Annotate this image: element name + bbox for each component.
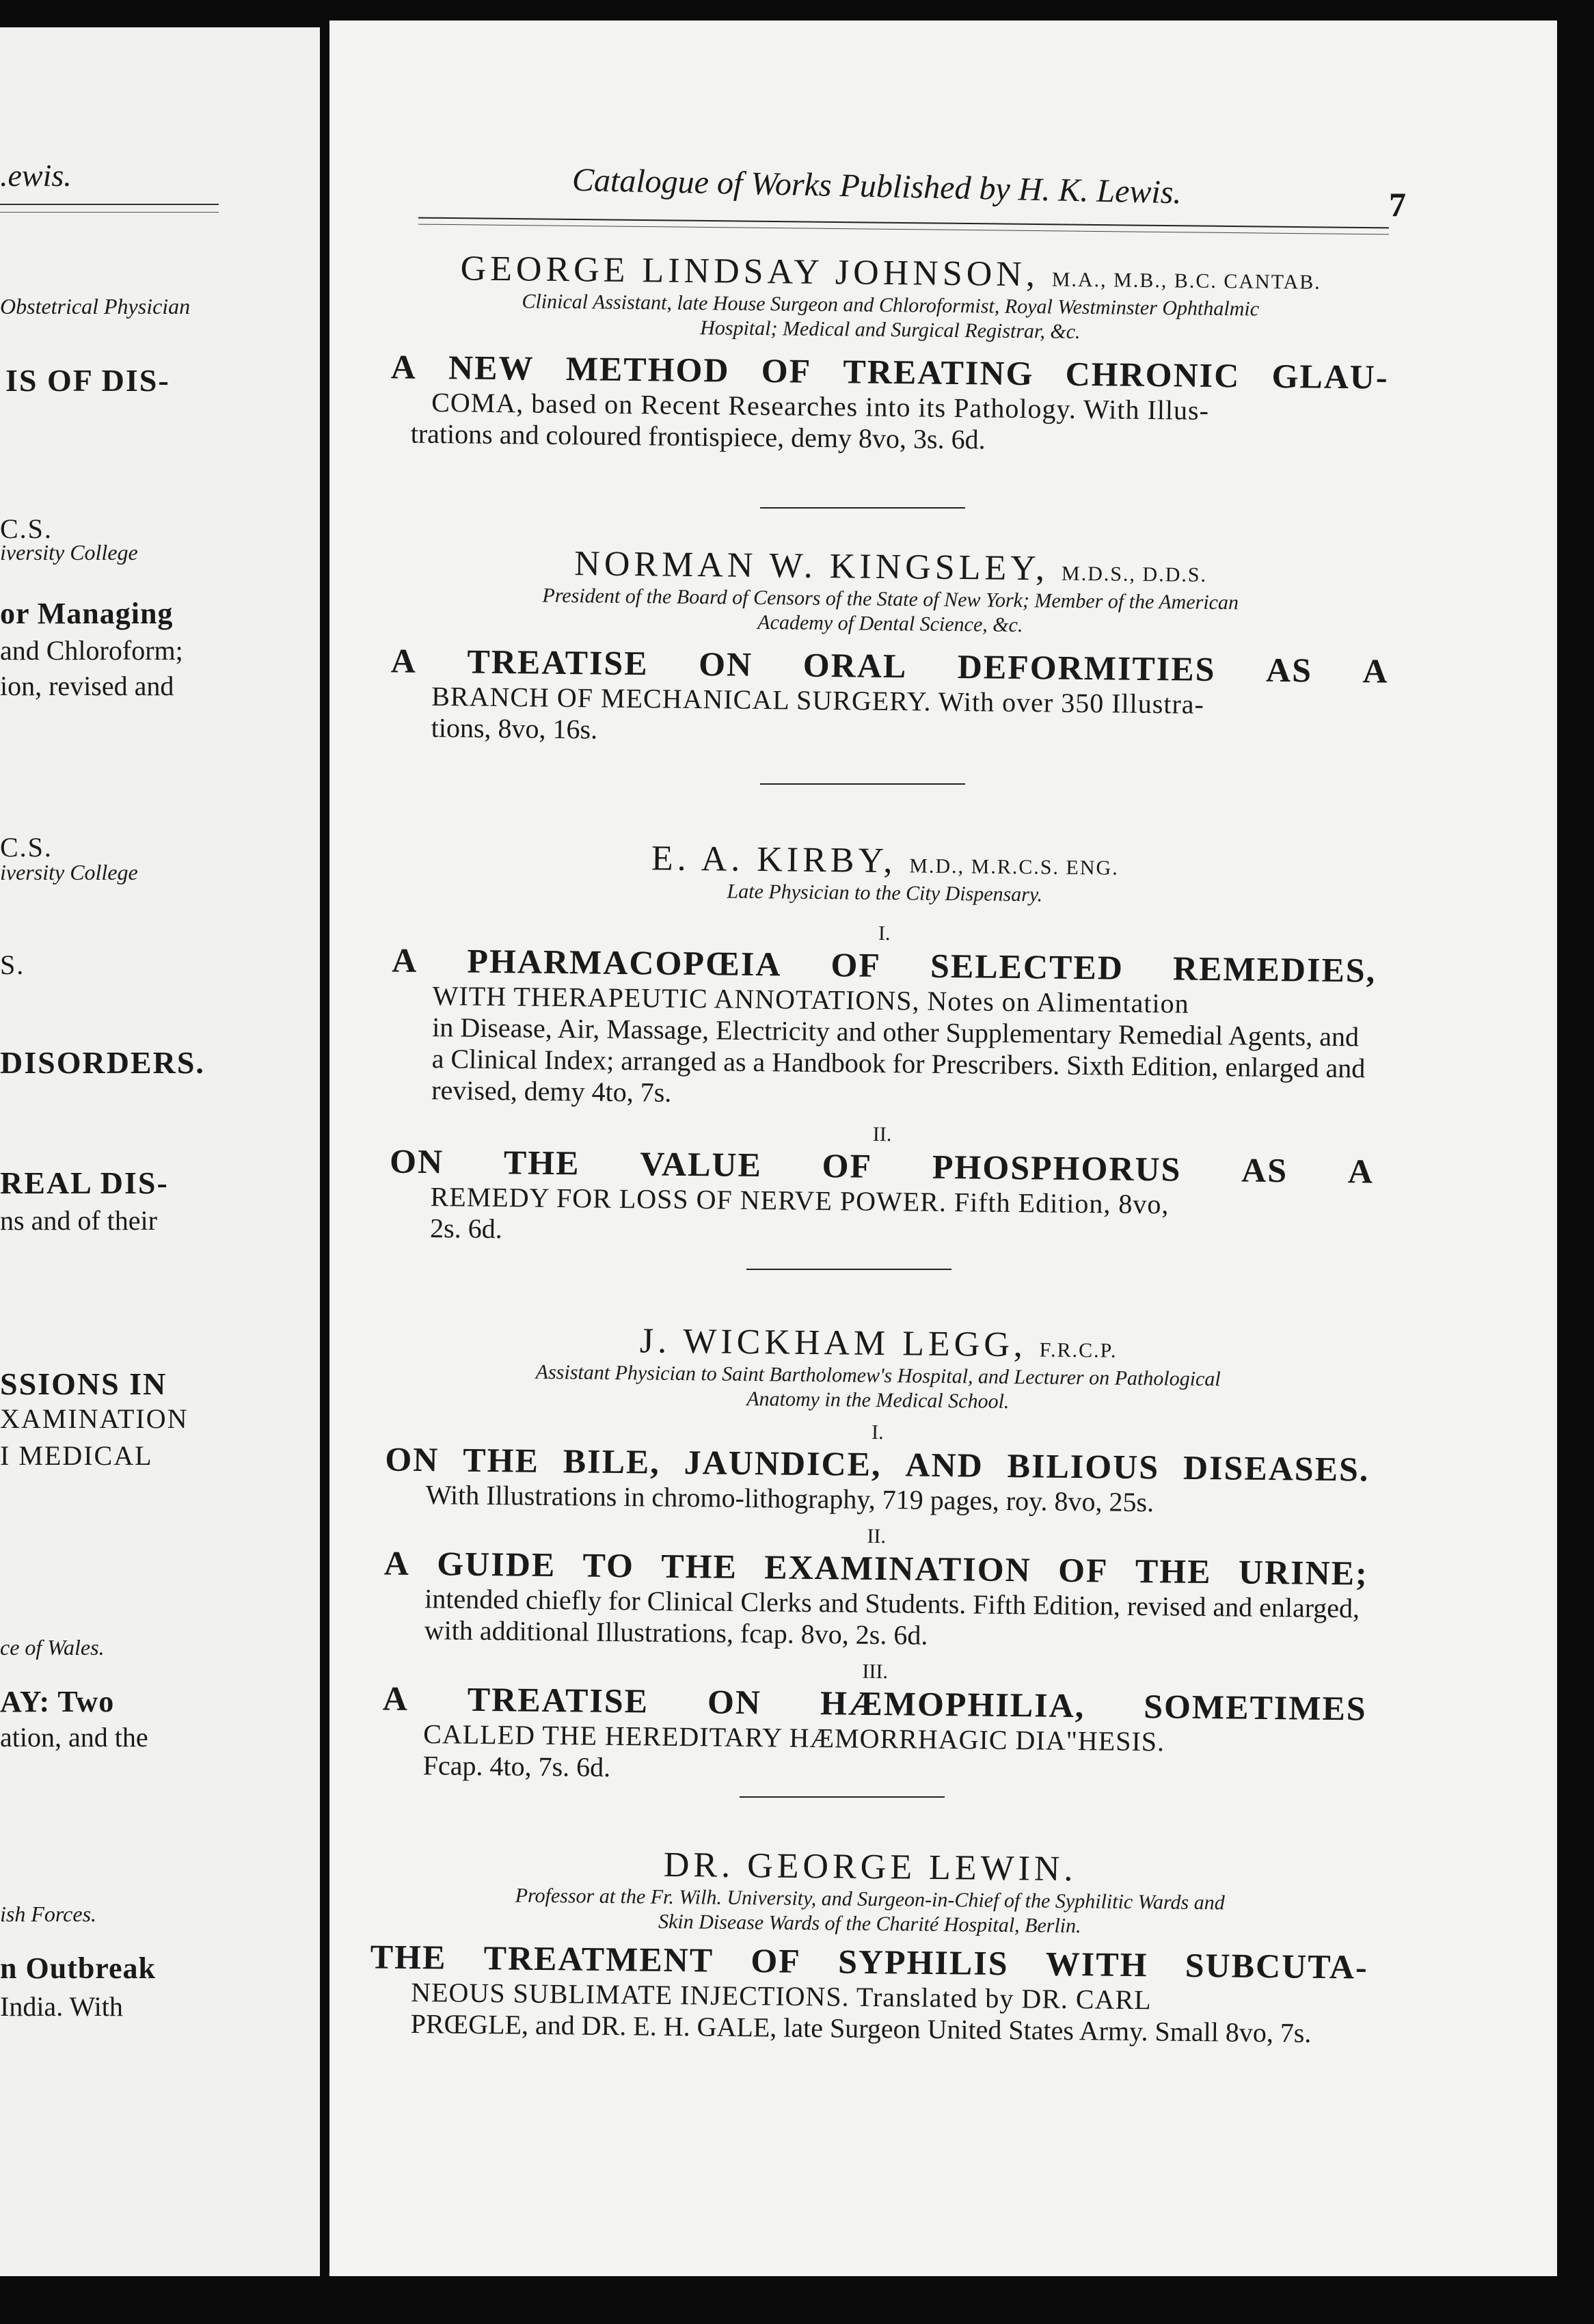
work-numeral: II. [872,1122,892,1146]
work-description: tions, 8vo, 16s. [431,712,598,745]
left-fragment: or Managing [0,597,174,630]
author-degrees: M.D., M.R.C.S. ENG. [909,854,1119,880]
work-numeral: I. [871,1420,884,1444]
entry-johnson [390,247,1390,459]
work-subtitle: CALLED THE HEREDITARY HÆMORRHAGIC DIA"HESIS. [422,1718,1165,1757]
author-degrees: M.D.S., D.D.S. [1061,562,1208,586]
entry-legg [381,1318,1370,1791]
left-fragment: Obstetrical Physician [0,294,191,319]
work-description: trations and coloured frontispiece, demy 8vo, 3s. 6d. [410,418,986,455]
entry-kirby [389,835,1377,1254]
left-fragment: ion, revised and [0,671,174,701]
work-subtitle: REMEDY FOR LOSS OF NERVE POWER. Fifth Edition, 8vo, [430,1181,1170,1220]
left-fragment: S. [0,949,25,980]
work-title: A PHARMACOPŒIA OF SELECTED REMEDIES, [391,941,1377,990]
left-fragment: IS OF DIS- [5,363,170,398]
author-affiliation: Anatomy in the Medical School. [746,1388,1010,1414]
author-affiliation: Assistant Physician to Saint Bartholomew's Hospital, and Lecturer on Pathological [535,1360,1221,1391]
left-fragment: n Outbreak [0,1951,157,1985]
left-fragment: SSIONS IN [0,1366,167,1401]
work-description: 2s. 6d. [429,1213,502,1245]
work-description: in Disease, Air, Massage, Electricity and other Supplementary Remedial Agents, and a Clinical Index; arranged as a Handbook for Prescribers. Sixth Edition, enlarged and revised, demy 4to, 7s. [431,1012,1366,1108]
left-fragment: iversity College [0,540,138,565]
work-title: A TREATISE ON HÆMOPHILIA, SOMETIMES [382,1679,1367,1728]
left-fragment: iversity College [0,860,138,884]
left-rule [0,204,219,205]
author-name: NORMAN W. KINGSLEY, M.D.S., D.D.S. [574,544,1208,589]
left-rule [0,212,219,213]
work-title: ON THE BILE, JAUNDICE, AND BILIOUS DISEASES. [385,1440,1370,1489]
author-name: E. A. KIRBY, M.D., M.R.C.S. ENG. [651,839,1119,881]
work-title: A NEW METHOD OF TREATING CHRONIC GLAU- [390,347,1389,396]
work-description: PRŒGLE, and DR. E. H. GALE, late Surgeon United States Army. Small 8vo, 7s. [410,2008,1312,2049]
author-name: J. WICKHAM LEGG, F.R.C.P. [639,1321,1118,1365]
work-subtitle: BRANCH OF MECHANICAL SURGERY. With over 350 Illustra- [431,680,1205,720]
work-title: A GUIDE TO THE EXAMINATION OF THE URINE; [383,1543,1369,1593]
author-affiliation: Skin Disease Wards of the Charité Hospital, Berlin. [658,1910,1081,1938]
left-fragment: DISORDERS. [0,1045,205,1080]
work-description: Fcap. 4to, 7s. 6d. [422,1750,611,1783]
author-affiliation: Academy of Dental Science, &c. [757,610,1023,637]
work-description: intended chiefly for Clinical Clerks and Students. Fifth Edition, revised and enlarged, with additional Illustrations, fcap. 8vo, 2s. 6d. [424,1583,1360,1651]
left-fragment: AY: Two [0,1685,115,1718]
section-divider [740,1796,945,1798]
left-fragment: C.S. [0,832,53,863]
section-divider [760,507,965,509]
author-degrees: F.R.C.P. [1039,1338,1118,1362]
author-affiliation: Professor at the Fr. Wilh. University, and Surgeon-in-Chief of the Syphilitic Wards and [515,1884,1225,1915]
work-numeral: III. [862,1660,889,1684]
author-affiliation: Late Physician to the City Dispensary. [727,880,1043,906]
left-fragment: ce of Wales. [0,1635,105,1660]
work-title: ON THE VALUE OF PHOSPHORUS AS A [389,1141,1375,1191]
author-affiliation: President of the Board of Censors of the State of New York; Member of the American [542,584,1239,614]
header-rule [418,217,1389,229]
work-numeral: I. [878,921,891,945]
work-title: A TREATISE ON ORAL DEFORMITIES AS A [390,641,1389,690]
left-fragment: C.S. [0,513,53,544]
left-page [0,27,320,2276]
work-subtitle: WITH THERAPEUTIC ANNOTATIONS, Notes on Alimentation [432,980,1189,1019]
left-fragment: REAL DIS- [0,1165,169,1200]
left-fragment: .ewis. [0,158,72,193]
left-fragment: and Chloroform; [0,635,183,666]
entry-kingsley [390,541,1390,753]
left-fragment: India. With [0,1991,123,2022]
left-fragment: ation, and the [0,1722,148,1753]
work-subtitle: NEOUS SUBLIMATE INJECTIONS. Translated by DR. CARL [411,1976,1152,2016]
right-page [329,21,1557,2276]
author-degrees: M.A., M.B., B.C. CANTAB. [1051,268,1321,294]
author-affiliation: Clinical Assistant, late House Surgeon and Chloroformist, Royal Westminster Ophthalmic [522,290,1260,321]
page-number: 7 [1389,185,1406,224]
left-fragment: XAMINATION [0,1403,189,1434]
work-description: With Illustrations in chromo-lithography, 719 pages, roy. 8vo, 25s. [425,1479,1154,1518]
work-subtitle: COMA, based on Recent Researches into its Pathology. With Illus- [431,386,1210,426]
work-title: THE TREATMENT OF SYPHILIS WITH SUBCUTA- [370,1937,1368,1986]
left-fragment: ish Forces. [0,1902,97,1926]
section-divider [760,783,965,785]
left-fragment: ns and of their [0,1205,157,1236]
left-fragment: I MEDICAL [0,1440,153,1471]
author-name: GEORGE LINDSAY JOHNSON, M.A., M.B., B.C. CANTAB. [460,249,1321,295]
work-numeral: II. [867,1524,887,1548]
running-title: Catalogue of Works Published by H. K. Lewis. [571,161,1183,211]
entry-lewin [370,1841,1370,2049]
author-affiliation: Hospital; Medical and Surgical Registrar, &c. [700,316,1081,343]
section-divider [746,1269,951,1270]
author-name: DR. GEORGE LEWIN. [663,1845,1077,1889]
